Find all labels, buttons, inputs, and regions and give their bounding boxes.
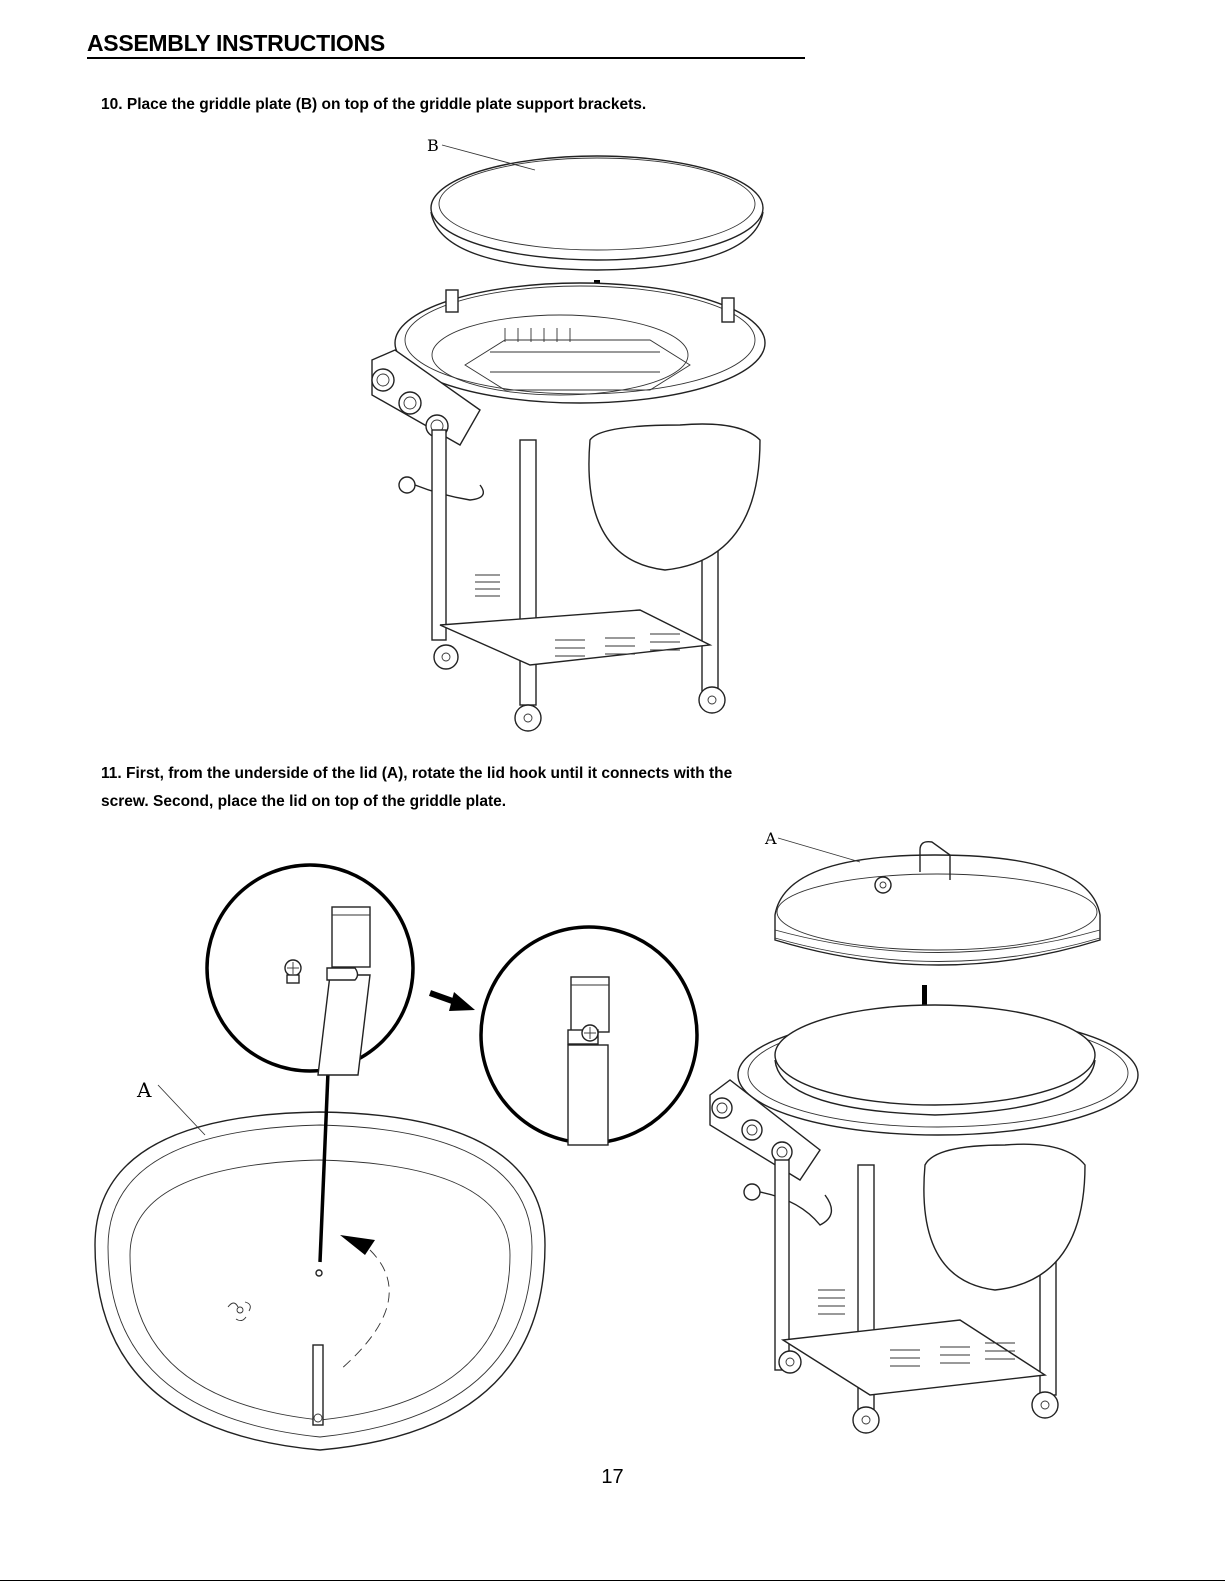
right-arrow-icon bbox=[430, 992, 475, 1011]
lid-on-grill-figure bbox=[710, 838, 1138, 1433]
griddle-plate-b-drawing bbox=[431, 145, 763, 270]
callout-a-lid-underside: A bbox=[137, 1078, 152, 1102]
lid-hook-detail-after bbox=[481, 927, 697, 1145]
step-separator: . bbox=[118, 96, 123, 113]
step-text: First, from the underside of the lid (A), rotate the lid hook until it connects with the screw. Second, place the lid on top of the griddle plate. bbox=[101, 765, 733, 810]
lid-a-drawing bbox=[775, 838, 1100, 965]
step-number: 10 bbox=[101, 96, 119, 113]
lid-underside-figure bbox=[95, 1085, 545, 1450]
step-separator: . bbox=[117, 765, 122, 782]
step-number: 11 bbox=[101, 765, 118, 782]
step-10-figure bbox=[372, 145, 765, 731]
step-text: Place the griddle plate (B) on top of the griddle plate support brackets. bbox=[122, 96, 647, 113]
page-number: 17 bbox=[601, 1466, 624, 1488]
grill-body-drawing bbox=[372, 283, 765, 731]
page-title: ASSEMBLY INSTRUCTIONS bbox=[87, 30, 805, 59]
bottom-rule bbox=[0, 1580, 1225, 1581]
callout-a-lid-top: A bbox=[765, 829, 777, 848]
callout-b-griddle-plate: B bbox=[427, 136, 439, 155]
lid-hook-detail-before bbox=[207, 865, 413, 1075]
